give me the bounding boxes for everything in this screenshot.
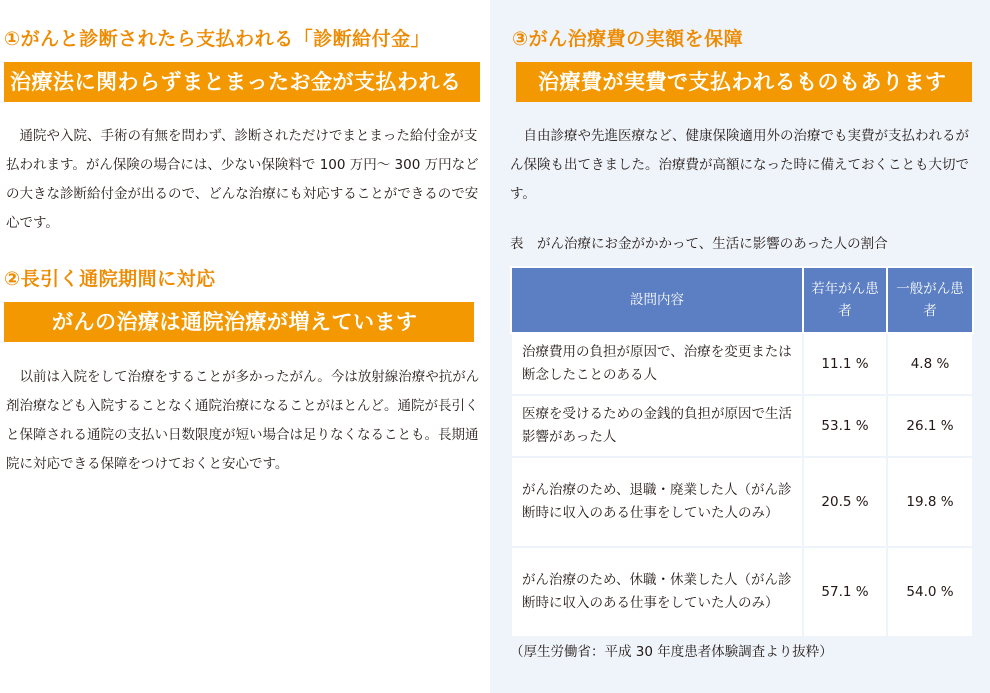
section1-body (6, 122, 480, 238)
section1-title: ①がんと診断されたら支払われる「診断給付金」 (4, 28, 431, 50)
cell-young: 57.1 % (803, 547, 887, 637)
cell-young: 11.1 % (803, 333, 887, 395)
table-row (511, 333, 973, 395)
header-general: 一般がん患者 (887, 267, 973, 333)
header-question: 設問内容 (511, 267, 803, 333)
section1-body-text: 通院や入院、手術の有無を問わず、診断されただけでまとまった給付金が支払われます。がん保険の場合には、少ない保険料で 100 万円〜 300 万円などの大きな診断給付金が出るので、どんな治療にも対応することができるので安心です。 (6, 128, 479, 231)
right-column (490, 0, 990, 693)
section2-body (6, 363, 480, 479)
impact-table (510, 266, 974, 638)
section3-band: 治療費が実費で支払われるものもあります (516, 62, 972, 102)
table-header-row (511, 267, 973, 333)
cell-young: 53.1 % (803, 395, 887, 457)
cell-question: がん治療のため、退職・廃業した人（がん診断時に収入のある仕事をしていた人のみ） (511, 457, 803, 547)
section2-band: がんの治療は通院治療が増えています (4, 302, 474, 342)
table-caption: 表 がん治療にお金がかかって、生活に影響のあった人の割合 (510, 236, 888, 252)
table-row (511, 547, 973, 637)
cell-question: 治療費用の負担が原因で、治療を変更または断念したことのある人 (511, 333, 803, 395)
cell-general: 26.1 % (887, 395, 973, 457)
section1-band: 治療法に関わらずまとまったお金が支払われる (4, 62, 480, 102)
cell-young: 20.5 % (803, 457, 887, 547)
header-young: 若年がん患者 (803, 267, 887, 333)
table-row (511, 457, 973, 547)
table-row (511, 395, 973, 457)
section2-body-text: 以前は入院をして治療をすることが多かったがん。今は放射線治療や抗がん剤治療なども入院することなく通院治療になることがほとんど。通院が長引くと保障される通院の支払い日数限度が短い場合は足りなくなることも。長期通院に対応できる保障をつけておくと安心です。 (6, 369, 480, 472)
section2-title: ②長引く通院期間に対応 (4, 268, 216, 290)
section3-body (510, 122, 978, 209)
left-column (0, 0, 490, 693)
cell-general: 19.8 % (887, 457, 973, 547)
table-source: （厚生労働省：平成 30 年度患者体験調査より抜粋） (510, 644, 833, 660)
section3-body-text: 自由診療や先進医療など、健康保険適用外の治療でも実費が支払われるがん保険も出てきました。治療費が高額になった時に備えておくことも大切です。 (510, 128, 969, 202)
cell-question: 医療を受けるための金銭的負担が原因で生活影響があった人 (511, 395, 803, 457)
cell-general: 54.0 % (887, 547, 973, 637)
section3-title: ③がん治療費の実額を保障 (512, 28, 744, 50)
cell-question: がん治療のため、休職・休業した人（がん診断時に収入のある仕事をしていた人のみ） (511, 547, 803, 637)
cell-general: 4.8 % (887, 333, 973, 395)
